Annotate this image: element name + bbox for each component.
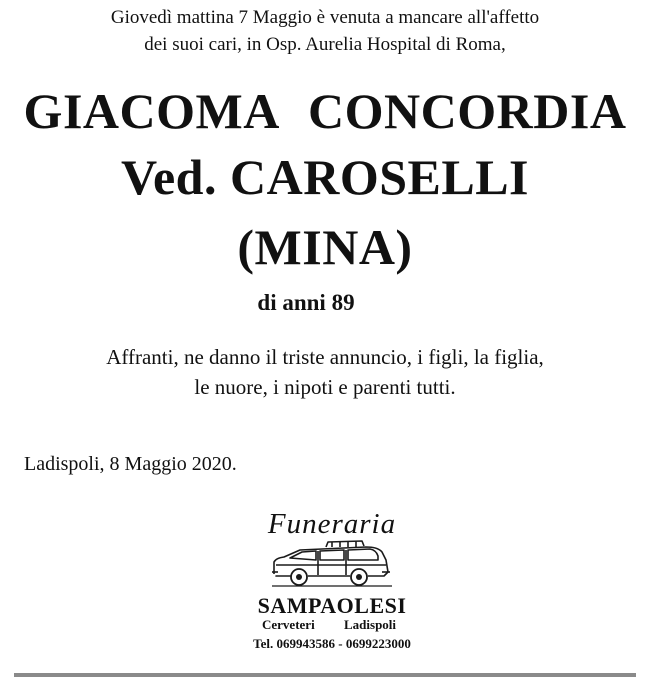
logo-business-name: SAMPAOLESI — [257, 593, 407, 618]
funeral-home-logo — [232, 498, 432, 660]
logo-phone-numbers: Tel. 069943586 - 0699223000 — [253, 636, 411, 651]
bottom-divider — [14, 673, 636, 677]
hearse-icon — [270, 538, 394, 590]
intro-line-1: Giovedì mattina 7 Maggio è venuta a mancare all'affetto — [110, 7, 540, 28]
announcement-line-2: le nuore, i nipoti e parenti tutti. — [194, 375, 456, 399]
intro-line-2: dei suoi cari, in Osp. Aurelia Hospital di Roma, — [144, 34, 506, 55]
announcement-text — [0, 342, 650, 402]
age-line: di anni 89 — [257, 290, 355, 315]
logo-town-cerveteri: Cerveteri — [262, 617, 315, 632]
logo-title: Funeraria — [267, 508, 397, 540]
nickname: (MINA) — [237, 219, 413, 275]
logo-town-ladispoli: Ladispoli — [344, 617, 397, 632]
place-date: Ladispoli, 8 Maggio 2020. — [24, 453, 237, 475]
intro-text — [0, 4, 650, 58]
widow-surname: Ved. CAROSELLI — [120, 149, 530, 205]
announcement-line-1: Affranti, ne danno il triste annuncio, i figli, la figlia, — [106, 345, 544, 369]
deceased-name: GIACOMA CONCORDIA — [23, 83, 627, 139]
